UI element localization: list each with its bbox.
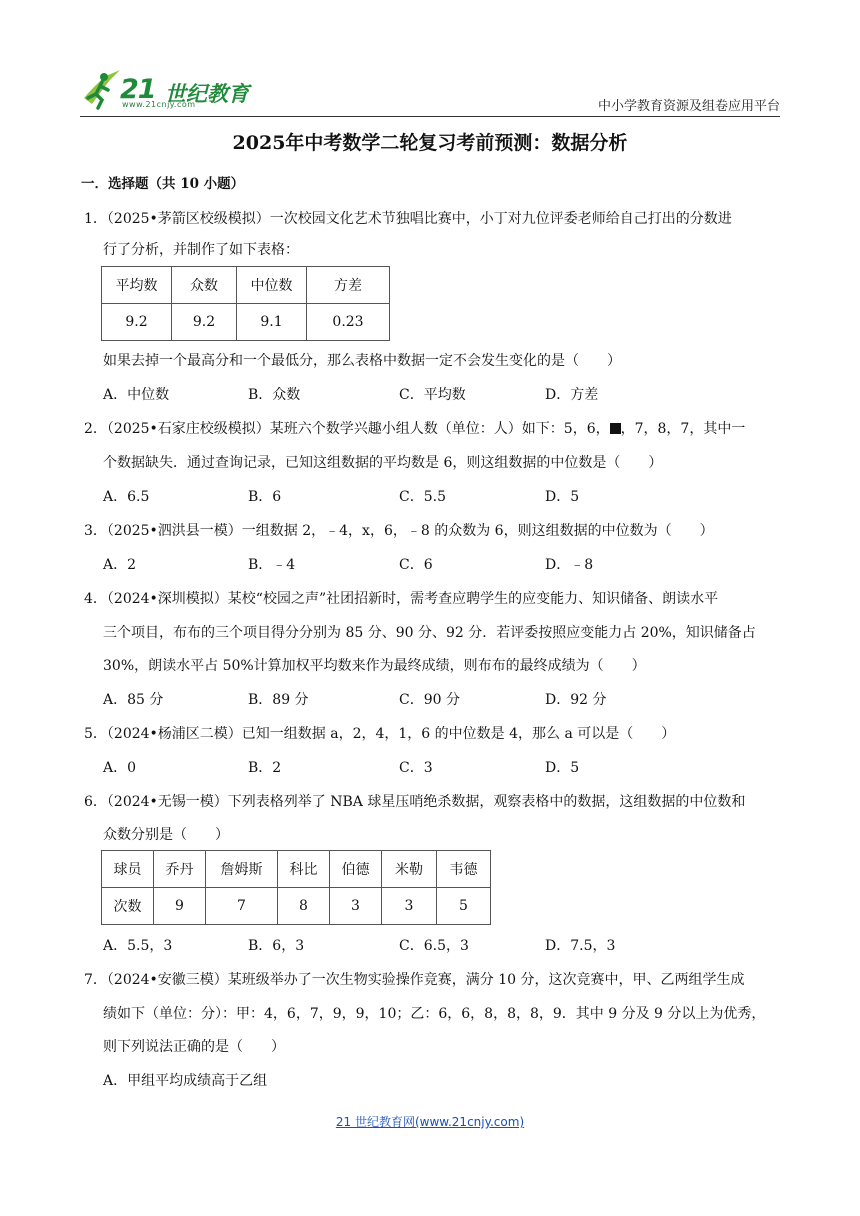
option-a: A．甲组平均成绩高于乙组 — [103, 1073, 268, 1089]
footer-link[interactable]: 21 世纪教育网(www.21cnjy.com) — [335, 1115, 525, 1129]
q2-text-line1 — [84, 418, 745, 438]
table-cell: 次数 — [102, 888, 154, 925]
option-a: A．85 分 — [103, 692, 164, 708]
option-c: C．6.5，3 — [399, 938, 469, 954]
q4-options — [103, 689, 703, 709]
q1-text-line1: 1．（2025•茅箭区校级模拟）一次校园文化艺术节独唱比赛中，小丁对九位评委老师给自己打出的分数进 — [84, 211, 732, 227]
q7-text-line2: 绩如下（单位：分）：甲：4，6，7，9，9，10；乙：6，6，8，8，8，9．其中 9 分及 9 分以上为优秀， — [103, 1006, 766, 1022]
table-cell: 8 — [278, 888, 330, 925]
logo — [80, 66, 250, 112]
option-b: B．﹣4 — [248, 557, 296, 573]
section-heading: 一．选择题（共 10 小题） — [81, 176, 245, 192]
option-a: A．中位数 — [103, 387, 170, 403]
platform-label: 中小学教育资源及组卷应用平台 — [597, 99, 780, 114]
option-c: C．3 — [399, 760, 433, 776]
option-c: C．5.5 — [399, 489, 446, 505]
q6-player-table — [101, 850, 491, 925]
option-d: D．5 — [545, 760, 580, 776]
runner-icon — [80, 68, 124, 112]
table-cell: 伯德 — [330, 851, 382, 888]
q7-options — [103, 1070, 703, 1090]
table-cell: 米勒 — [382, 851, 437, 888]
option-c: C．90 分 — [399, 692, 460, 708]
q3-text-line1: 3．（2025•泗洪县一模）一组数据 2，﹣4，x，6，﹣8 的众数为 6，则这组数据的中位数为（ ） — [84, 523, 714, 539]
option-c: C．平均数 — [399, 387, 466, 403]
q7-text-line3: 则下列说法正确的是（ ） — [103, 1039, 285, 1055]
q2-text-line2: 个数据缺失．通过查询记录，已知这组数据的平均数是 6，则这组数据的中位数是（ ） — [103, 455, 663, 471]
option-d: D．7.5，3 — [545, 938, 616, 954]
table-cell: 中位数 — [237, 267, 307, 304]
table-cell: 0.23 — [307, 304, 390, 341]
q5-options — [103, 757, 703, 777]
q4-text-line2: 三个项目，布布的三个项目得分分别为 85 分、90 分、92 分．若评委按照应变能力占 20%，知识储备占 — [103, 625, 756, 641]
q7-text-line1: 7．（2024•安徽三模）某班级举办了一次生物实验操作竞赛，满分 10 分，这次竞赛中，甲、乙两组学生成 — [84, 972, 745, 988]
q4-text-line3: 30%，朗读水平占 50%计算加权平均数来作为最终成绩，则布布的最终成绩为（ ） — [103, 658, 646, 674]
table-cell: 5 — [437, 888, 491, 925]
table-header-row — [102, 267, 390, 304]
table-cell: 3 — [382, 888, 437, 925]
option-d: D．5 — [545, 489, 580, 505]
table-cell: 众数 — [172, 267, 237, 304]
missing-value-square-icon — [610, 423, 621, 434]
logo-url: www.21cnjy.com — [122, 100, 196, 109]
table-header-row — [102, 851, 491, 888]
option-b: B．众数 — [248, 387, 301, 403]
q2-text-line1-b: ，7，8，7，其中一 — [620, 421, 746, 437]
option-a: A．6.5 — [103, 489, 150, 505]
q1-stem: 如果去掉一个最高分和一个最低分，那么表格中数据一定不会发生变化的是（ ） — [103, 353, 621, 369]
option-b: B．6 — [248, 489, 282, 505]
q5-text-line1: 5．（2024•杨浦区二模）已知一组数据 a，2，4，1，6 的中位数是 4，那么 a 可以是（ ） — [84, 726, 676, 742]
table-cell: 韦德 — [437, 851, 491, 888]
q3-options — [103, 554, 703, 574]
table-cell: 9.1 — [237, 304, 307, 341]
option-d: D．92 分 — [545, 692, 607, 708]
table-cell: 9.2 — [102, 304, 172, 341]
table-row — [102, 888, 491, 925]
q1-stats-table — [101, 266, 390, 341]
q6-options — [103, 935, 703, 955]
q6-text-line1: 6．（2024•无锡一模）下列表格列举了 NBA 球星压哨绝杀数据，观察表格中的数据，这组数据的中位数和 — [84, 794, 746, 810]
option-b: B．89 分 — [248, 692, 309, 708]
q2-text-line1-a: 2．（2025•石家庄校级模拟）某班六个数学兴趣小组人数（单位：人）如下：5，6， — [84, 421, 610, 437]
table-row — [102, 304, 390, 341]
logo-number: 21 — [120, 74, 156, 105]
option-a: A．0 — [103, 760, 137, 776]
option-d: D．﹣8 — [545, 557, 594, 573]
option-d: D．方差 — [545, 387, 599, 403]
header-divider — [80, 116, 780, 117]
table-cell: 9 — [154, 888, 206, 925]
logo-text: 世纪教育 — [165, 82, 249, 106]
q1-options — [103, 384, 703, 404]
option-b: B．6，3 — [248, 938, 305, 954]
q6-text-line2: 众数分别是（ ） — [103, 827, 229, 843]
q4-text-line1: 4．（2024•深圳模拟）某校“校园之声”社团招新时，需考查应聘学生的应变能力、知识储备、朗读水平 — [84, 591, 719, 607]
page-header — [80, 66, 780, 114]
option-c: C．6 — [399, 557, 433, 573]
page-title: 2025年中考数学二轮复习考前预测：数据分析 — [232, 132, 628, 154]
q1-text-line2: 行了分析，并制作了如下表格： — [103, 242, 299, 258]
q2-options — [103, 486, 703, 506]
table-cell: 科比 — [278, 851, 330, 888]
table-cell: 3 — [330, 888, 382, 925]
table-cell: 詹姆斯 — [206, 851, 278, 888]
option-a: A．2 — [103, 557, 137, 573]
option-b: B．2 — [248, 760, 282, 776]
table-cell: 平均数 — [102, 267, 172, 304]
table-cell: 7 — [206, 888, 278, 925]
table-cell: 方差 — [307, 267, 390, 304]
table-cell: 球员 — [102, 851, 154, 888]
table-cell: 乔丹 — [154, 851, 206, 888]
table-cell: 9.2 — [172, 304, 237, 341]
option-a: A．5.5，3 — [103, 938, 173, 954]
